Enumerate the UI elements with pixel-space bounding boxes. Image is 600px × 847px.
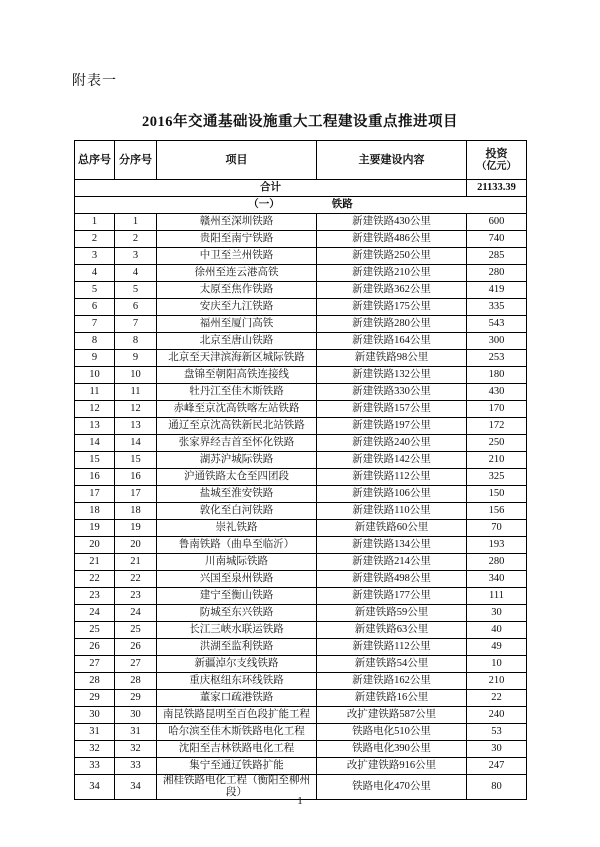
cell-content: 改扩建铁路587公里 [317, 707, 467, 724]
table-row [75, 418, 527, 435]
table-row [75, 707, 527, 724]
cell-project: 鲁南铁路（曲阜至临沂） [157, 537, 317, 554]
cell-total-seq: 13 [75, 418, 115, 435]
cell-sub-seq: 34 [115, 775, 157, 800]
table-row [75, 554, 527, 571]
attachment-label: 附表一 [72, 74, 117, 89]
cell-project: 赤峰至京沈高铁喀左站铁路 [157, 401, 317, 418]
cell-investment: 600 [467, 214, 527, 231]
table-row [75, 265, 527, 282]
cell-project: 防城至东兴铁路 [157, 605, 317, 622]
cell-total-seq: 1 [75, 214, 115, 231]
cell-investment: 419 [467, 282, 527, 299]
table-row [75, 605, 527, 622]
table-row [75, 622, 527, 639]
cell-project: 沪通铁路太仓至四团段 [157, 469, 317, 486]
table-row [75, 571, 527, 588]
cell-project: 中卫至兰州铁路 [157, 248, 317, 265]
cell-investment: 335 [467, 299, 527, 316]
cell-total-seq: 15 [75, 452, 115, 469]
cell-project: 通辽至京沈高铁新民北站铁路 [157, 418, 317, 435]
cell-sub-seq: 17 [115, 486, 157, 503]
cell-project: 集宁至通辽铁路扩能 [157, 758, 317, 775]
cell-investment: 250 [467, 435, 527, 452]
column-header-content: 主要建设内容 [317, 141, 467, 180]
cell-investment: 40 [467, 622, 527, 639]
table-row [75, 367, 527, 384]
cell-content: 新建铁路112公里 [317, 469, 467, 486]
cell-investment: 430 [467, 384, 527, 401]
cell-content: 新建铁路54公里 [317, 656, 467, 673]
cell-project: 太原至焦作铁路 [157, 282, 317, 299]
cell-total-seq: 34 [75, 775, 115, 800]
cell-project: 南昆铁路昆明至百色段扩能工程 [157, 707, 317, 724]
cell-sub-seq: 22 [115, 571, 157, 588]
cell-investment: 22 [467, 690, 527, 707]
cell-sub-seq: 29 [115, 690, 157, 707]
cell-investment: 10 [467, 656, 527, 673]
cell-total-seq: 10 [75, 367, 115, 384]
cell-content: 新建铁路60公里 [317, 520, 467, 537]
table-row [75, 231, 527, 248]
cell-sub-seq: 20 [115, 537, 157, 554]
cell-total-seq: 4 [75, 265, 115, 282]
column-header-sub-seq: 分序号 [115, 141, 157, 180]
cell-investment: 300 [467, 333, 527, 350]
cell-sub-seq: 21 [115, 554, 157, 571]
cell-total-seq: 24 [75, 605, 115, 622]
cell-total-seq: 14 [75, 435, 115, 452]
section-name: 铁路 [331, 198, 353, 210]
cell-total-seq: 20 [75, 537, 115, 554]
cell-investment: 53 [467, 724, 527, 741]
cell-investment: 543 [467, 316, 527, 333]
table-row-section [75, 197, 527, 214]
cell-content: 新建铁路134公里 [317, 537, 467, 554]
column-header-investment-unit: （亿元） [476, 160, 517, 172]
cell-sub-seq: 25 [115, 622, 157, 639]
cell-total-seq: 22 [75, 571, 115, 588]
cell-project: 湘桂铁路电化工程（衡阳至柳州段） [157, 775, 317, 800]
cell-project: 北京至天津滨海新区城际铁路 [157, 350, 317, 367]
cell-content: 新建铁路164公里 [317, 333, 467, 350]
table-row [75, 537, 527, 554]
table-row-total [75, 180, 527, 197]
cell-total-seq: 11 [75, 384, 115, 401]
table-body [75, 180, 527, 800]
total-value: 21133.39 [467, 180, 527, 197]
cell-total-seq: 12 [75, 401, 115, 418]
cell-content: 新建铁路175公里 [317, 299, 467, 316]
cell-total-seq: 25 [75, 622, 115, 639]
cell-total-seq: 2 [75, 231, 115, 248]
cell-project: 崇礼铁路 [157, 520, 317, 537]
cell-investment: 240 [467, 707, 527, 724]
cell-total-seq: 3 [75, 248, 115, 265]
cell-sub-seq: 28 [115, 673, 157, 690]
cell-sub-seq: 24 [115, 605, 157, 622]
cell-project: 徐州至连云港高铁 [157, 265, 317, 282]
table-row [75, 350, 527, 367]
cell-sub-seq: 26 [115, 639, 157, 656]
cell-sub-seq: 9 [115, 350, 157, 367]
cell-investment: 280 [467, 554, 527, 571]
cell-sub-seq: 30 [115, 707, 157, 724]
cell-project: 安庆至九江铁路 [157, 299, 317, 316]
table-row [75, 435, 527, 452]
cell-sub-seq: 32 [115, 741, 157, 758]
cell-sub-seq: 31 [115, 724, 157, 741]
cell-project: 兴国至泉州铁路 [157, 571, 317, 588]
cell-investment: 285 [467, 248, 527, 265]
cell-investment: 180 [467, 367, 527, 384]
cell-total-seq: 18 [75, 503, 115, 520]
cell-sub-seq: 6 [115, 299, 157, 316]
cell-total-seq: 26 [75, 639, 115, 656]
cell-content: 新建铁路214公里 [317, 554, 467, 571]
table-row [75, 299, 527, 316]
cell-content: 改扩建铁路916公里 [317, 758, 467, 775]
cell-project: 湖苏沪城际铁路 [157, 452, 317, 469]
column-header-project: 项目 [157, 141, 317, 180]
section-cell [75, 197, 527, 214]
cell-content: 新建铁路330公里 [317, 384, 467, 401]
cell-content: 新建铁路16公里 [317, 690, 467, 707]
cell-investment: 30 [467, 741, 527, 758]
cell-content: 新建铁路210公里 [317, 265, 467, 282]
cell-content: 新建铁路63公里 [317, 622, 467, 639]
cell-sub-seq: 4 [115, 265, 157, 282]
cell-investment: 70 [467, 520, 527, 537]
cell-investment: 210 [467, 452, 527, 469]
table-row [75, 741, 527, 758]
table-row [75, 758, 527, 775]
cell-sub-seq: 11 [115, 384, 157, 401]
cell-content: 新建铁路250公里 [317, 248, 467, 265]
cell-content: 新建铁路110公里 [317, 503, 467, 520]
cell-sub-seq: 14 [115, 435, 157, 452]
cell-content: 铁路电化390公里 [317, 741, 467, 758]
cell-investment: 280 [467, 265, 527, 282]
cell-sub-seq: 2 [115, 231, 157, 248]
cell-project: 牡丹江至佳木斯铁路 [157, 384, 317, 401]
section-index: （一） [248, 198, 280, 210]
column-header-investment [467, 141, 527, 180]
cell-total-seq: 17 [75, 486, 115, 503]
table-row [75, 656, 527, 673]
cell-investment: 210 [467, 673, 527, 690]
cell-content: 铁路电化470公里 [317, 775, 467, 800]
cell-total-seq: 23 [75, 588, 115, 605]
cell-investment: 170 [467, 401, 527, 418]
cell-content: 新建铁路106公里 [317, 486, 467, 503]
table-row [75, 248, 527, 265]
cell-sub-seq: 15 [115, 452, 157, 469]
cell-total-seq: 16 [75, 469, 115, 486]
total-label: 合计 [75, 180, 467, 197]
cell-total-seq: 5 [75, 282, 115, 299]
cell-investment: 150 [467, 486, 527, 503]
cell-content: 新建铁路430公里 [317, 214, 467, 231]
cell-investment: 325 [467, 469, 527, 486]
cell-total-seq: 29 [75, 690, 115, 707]
cell-sub-seq: 13 [115, 418, 157, 435]
cell-content: 新建铁路157公里 [317, 401, 467, 418]
page-title: 2016年交通基础设施重大工程建设重点推进项目 [142, 114, 458, 130]
cell-investment: 80 [467, 775, 527, 800]
cell-content: 新建铁路98公里 [317, 350, 467, 367]
cell-sub-seq: 1 [115, 214, 157, 231]
cell-project: 张家界经吉首至怀化铁路 [157, 435, 317, 452]
cell-content: 新建铁路142公里 [317, 452, 467, 469]
column-header-total-seq: 总序号 [75, 141, 115, 180]
cell-total-seq: 9 [75, 350, 115, 367]
cell-sub-seq: 23 [115, 588, 157, 605]
cell-project: 北京至唐山铁路 [157, 333, 317, 350]
cell-project: 盘锦至朝阳高铁连接线 [157, 367, 317, 384]
cell-investment: 30 [467, 605, 527, 622]
cell-content: 新建铁路162公里 [317, 673, 467, 690]
cell-total-seq: 28 [75, 673, 115, 690]
cell-investment: 247 [467, 758, 527, 775]
table-row [75, 673, 527, 690]
table-row [75, 282, 527, 299]
cell-sub-seq: 10 [115, 367, 157, 384]
table-row [75, 588, 527, 605]
cell-sub-seq: 18 [115, 503, 157, 520]
cell-total-seq: 8 [75, 333, 115, 350]
cell-investment: 111 [467, 588, 527, 605]
table-row [75, 316, 527, 333]
cell-sub-seq: 19 [115, 520, 157, 537]
cell-sub-seq: 27 [115, 656, 157, 673]
cell-sub-seq: 3 [115, 248, 157, 265]
cell-project: 哈尔滨至佳木斯铁路电化工程 [157, 724, 317, 741]
project-table [74, 140, 527, 800]
cell-sub-seq: 8 [115, 333, 157, 350]
cell-content: 新建铁路498公里 [317, 571, 467, 588]
cell-content: 新建铁路240公里 [317, 435, 467, 452]
table-row [75, 401, 527, 418]
cell-total-seq: 27 [75, 656, 115, 673]
cell-project: 盐城至淮安铁路 [157, 486, 317, 503]
table-row [75, 486, 527, 503]
cell-investment: 340 [467, 571, 527, 588]
table-row [75, 503, 527, 520]
table-row [75, 214, 527, 231]
cell-content: 新建铁路362公里 [317, 282, 467, 299]
table-header-row [75, 141, 527, 180]
cell-project: 新疆淖尔支线铁路 [157, 656, 317, 673]
cell-content: 新建铁路486公里 [317, 231, 467, 248]
table-row [75, 520, 527, 537]
cell-sub-seq: 5 [115, 282, 157, 299]
column-header-investment-label: 投资 [485, 147, 508, 160]
cell-total-seq: 33 [75, 758, 115, 775]
cell-investment: 740 [467, 231, 527, 248]
cell-total-seq: 19 [75, 520, 115, 537]
cell-project: 董家口疏港铁路 [157, 690, 317, 707]
cell-project: 川南城际铁路 [157, 554, 317, 571]
page-number: 1 [297, 795, 303, 807]
cell-sub-seq: 16 [115, 469, 157, 486]
table-row [75, 690, 527, 707]
cell-project: 福州至厦门高铁 [157, 316, 317, 333]
cell-content: 新建铁路59公里 [317, 605, 467, 622]
cell-project: 重庆枢纽东环线铁路 [157, 673, 317, 690]
table-row [75, 724, 527, 741]
table-row [75, 333, 527, 350]
cell-sub-seq: 12 [115, 401, 157, 418]
cell-investment: 156 [467, 503, 527, 520]
cell-project: 洪湖至监利铁路 [157, 639, 317, 656]
cell-content: 新建铁路177公里 [317, 588, 467, 605]
cell-total-seq: 30 [75, 707, 115, 724]
cell-project: 贵阳至南宁铁路 [157, 231, 317, 248]
cell-content: 新建铁路280公里 [317, 316, 467, 333]
cell-investment: 49 [467, 639, 527, 656]
cell-total-seq: 32 [75, 741, 115, 758]
cell-sub-seq: 7 [115, 316, 157, 333]
table-row [75, 469, 527, 486]
cell-project: 沈阳至吉林铁路电化工程 [157, 741, 317, 758]
cell-project: 赣州至深圳铁路 [157, 214, 317, 231]
cell-project: 建宁至衡山铁路 [157, 588, 317, 605]
cell-project: 敦化至白河铁路 [157, 503, 317, 520]
project-table-wrapper [74, 140, 526, 800]
cell-content: 铁路电化510公里 [317, 724, 467, 741]
cell-total-seq: 7 [75, 316, 115, 333]
cell-total-seq: 31 [75, 724, 115, 741]
cell-content: 新建铁路132公里 [317, 367, 467, 384]
cell-investment: 172 [467, 418, 527, 435]
cell-content: 新建铁路112公里 [317, 639, 467, 656]
table-row [75, 452, 527, 469]
table-header [75, 141, 527, 180]
cell-investment: 193 [467, 537, 527, 554]
cell-total-seq: 6 [75, 299, 115, 316]
cell-content: 新建铁路197公里 [317, 418, 467, 435]
cell-sub-seq: 33 [115, 758, 157, 775]
cell-investment: 253 [467, 350, 527, 367]
cell-project: 长江三峡水联运铁路 [157, 622, 317, 639]
cell-total-seq: 21 [75, 554, 115, 571]
table-row [75, 384, 527, 401]
table-row [75, 639, 527, 656]
